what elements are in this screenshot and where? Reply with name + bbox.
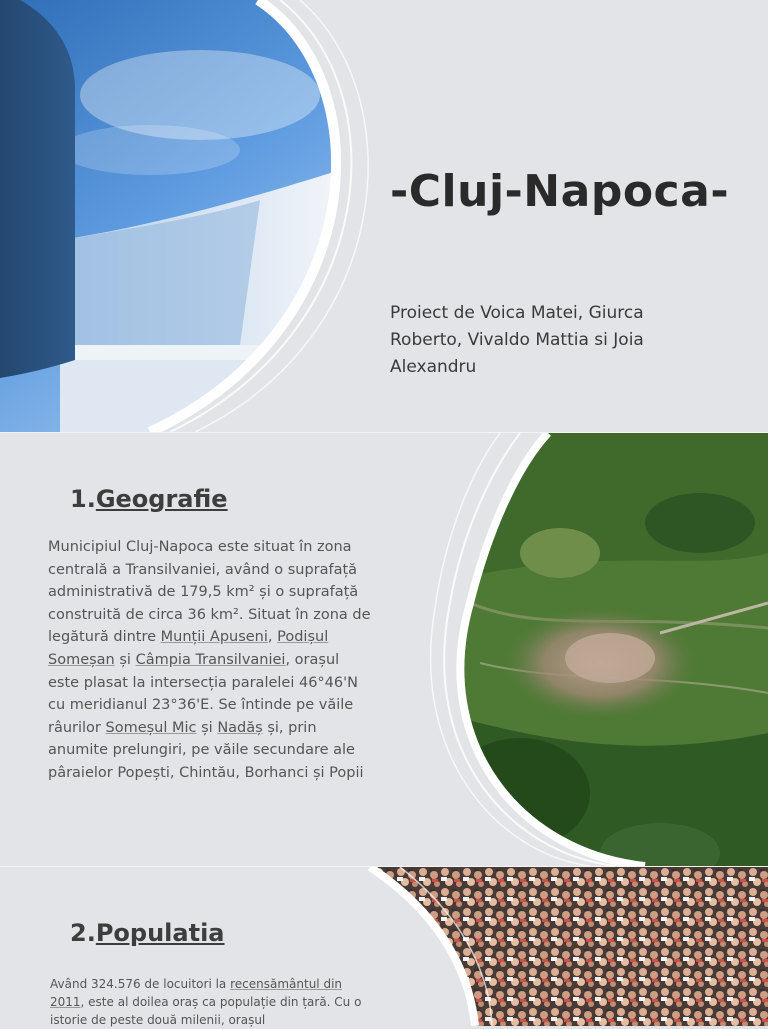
text-segment: , orașul este plasat la intersecția paralelei 46°46'N cu meridianul 23°36'E. Se întinde pe văile râurilor	[48, 651, 358, 736]
heading-number: 2.	[70, 919, 96, 947]
text-segment: și, prin anumite prelungiri, pe văile secundare ale pâraielor Popești, Chintău, Borhanci și Popii	[48, 719, 364, 781]
text-segment: , este al doilea oraș ca populație din țară. Cu o istorie de peste două milenii, orașul	[50, 995, 362, 1027]
heading-number: 1.	[70, 485, 96, 513]
page-title: -Cluj-Napoca-	[390, 166, 730, 217]
text-segment: ,	[267, 629, 278, 646]
authors-subtitle: Proiect de Voica Matei, Giurca Roberto, Vivaldo Mattia si Joia Alexandru	[390, 303, 644, 377]
geography-paragraph	[48, 536, 373, 785]
link-somesul-mic[interactable]: Someșul Mic	[105, 719, 197, 736]
heading-link[interactable]: Populatia	[95, 919, 225, 947]
link-nadas[interactable]: Nadăș	[217, 719, 263, 736]
geography-slide	[0, 432, 768, 866]
text-segment: Municipiul Cluj-Napoca este situat în zona centrală a Transilvaniei, având o suprafață administrativă de 179,5 km² și o suprafață construită de circa 36 km². Situat în zona de legătură dintre	[48, 539, 371, 646]
title-slide	[0, 0, 768, 432]
geography-heading	[70, 485, 228, 513]
text-segment: Având 324.576 de locuitori la	[50, 977, 231, 991]
population-heading	[70, 919, 225, 947]
link-podisul-somesan[interactable]: Podișul Someșan	[48, 629, 329, 668]
text-segment: și	[196, 719, 218, 736]
link-campia-transilvaniei[interactable]: Câmpia Transilvaniei	[135, 651, 286, 668]
link-recensamantul-2011[interactable]: recensământul din 2011	[50, 977, 343, 1009]
population-paragraph	[50, 975, 370, 1029]
text-segment: și	[114, 651, 136, 668]
link-muntii-apuseni[interactable]: Munții Apuseni	[160, 629, 268, 646]
heading-link[interactable]: Geografie	[95, 485, 228, 513]
